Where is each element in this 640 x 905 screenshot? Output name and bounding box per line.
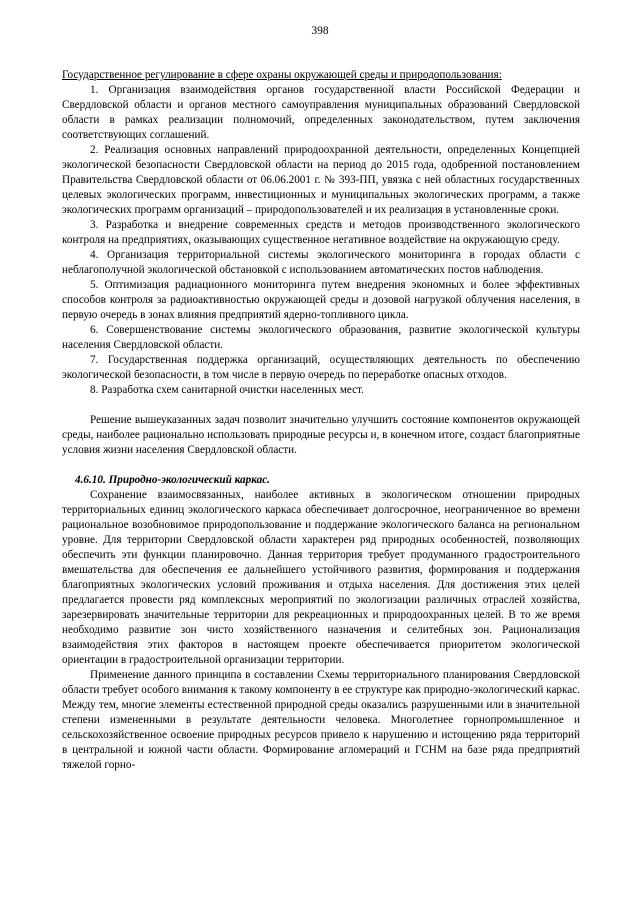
page-number: 398 [311,25,329,37]
body-paragraph: Сохранение взаимосвязанных, наиболее активных в экологическом отношении природных территориальных единиц экологического каркаса обеспечивает долгосрочное, неограниченное во времени рациональное возобновимое природопользование и поддержание экологического баланса на региональном уровне. Для территории Свердловской области характерен ряд природных особенностей, позволяющих обеспечить эти функции планировочно. Данная территория требует продуманного градостроительного вмешательства для обеспечения ее дальнейшего устойчивого развития, формирования и поддержания благоприятных экологических условий проживания и отдыха населения. Для достижения этих целей предлагается провести ряд комплексных мероприятий по экологизации различных отраслей хозяйства, зарезервировать значительные территории для рекреационных и природоохранных целей. В то же время необходимо развитие зон чисто хозяйственного назначения и селитебных зон. Рационализация взаимодействия этих факторов в настоящем проекте обеспечивается приоритетом экологической ориентации в градостроительной организации территории. [62,489,580,666]
list-item: 7. Государственная поддержка организаций, осуществляющих деятельность по обеспечению экологической безопасности, в том числе в первую очередь по переработке опасных отходов. [62,354,580,381]
list-item: 2. Реализация основных направлений природоохранной деятельности, определенных Концепцией экологической безопасности Свердловской области на период до 2015 года, одобренной постановлением Правительства Свердловской области от 06.06.2001 г. № 393-ПП, увязка с ней областных государственных целевых экологических программ, инвестиционных и муниципальных экологических программ, а также экологических программ организаций – природопользователей и их реализация в установленные сроки. [62,144,580,216]
list-item: 4. Организация территориальной системы экологического мониторинга в городах области с неблагополучной экологической обстановкой с использованием автоматических постов наблюдения. [62,249,580,276]
body-paragraph: Применение данного принципа в составлении Схемы территориального планирования Свердловской области требует особого внимания к такому компоненту в ее структуре как природно-экологический каркас. Между тем, многие элементы естественной природной среды оказались разрушенными или в значительной степени измененными в результате деятельности человека. Многолетнее горнопромышленное и сельскохозяйственное освоение природных ресурсов привело к нарушению и истощению ряда территорий в центральной и южной части области. Формирование агломераций и ГСНМ на базе ряда предприятий тяжелой горно- [62,669,580,771]
document-body [62,68,580,773]
list-item: 1. Организация взаимодействия органов государственной власти Российской Федерации и Свердловской области и органов местного самоуправления муниципальных образований Свердловской области в рамках реализации полномочий, определенных законодательством, путем заключения соответствующих соглашений. [62,84,580,141]
subsection-title: 4.6.10. Природно-экологический каркас. [75,474,270,486]
list-item: 3. Разработка и внедрение современных средств и методов производственного экологического контроля на предприятиях, оказывающих существенное негативное воздействие на окружающую среду. [62,219,580,246]
list-item: 5. Оптимизация радиационного мониторинга путем внедрения экономных и более эффективных способов контроля за радиоактивностью окружающей среды и дозовой нагрузкой облучения населения, в первую очередь в зонах влияния предприятий ядерно-топливного цикла. [62,279,580,321]
conclusion-paragraph: Решение вышеуказанных задач позволит значительно улучшить состояние компонентов окружающей среды, наиболее рационально использовать природные ресурсы и, в конечном итоге, создаст благоприятные условия жизни населения Свердловской области. [62,414,580,456]
section-header: Государственное регулирование в сфере охраны окружающей среды и природопользования: [62,69,502,81]
list-item: 6. Совершенствование системы экологического образования, развитие экологической культуры населения Свердловской области. [62,324,580,351]
list-item: 8. Разработка схем санитарной очистки населенных мест. [90,384,364,396]
